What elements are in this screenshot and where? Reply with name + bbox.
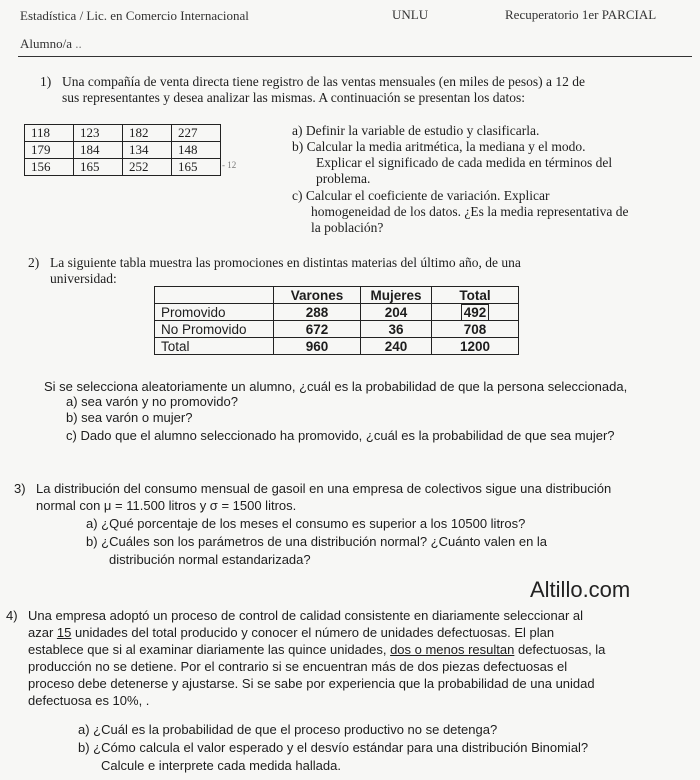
q4-line3: [28, 642, 605, 658]
handwritten-note: - 12: [222, 160, 237, 170]
table-cell: [274, 338, 361, 355]
table-cell: [361, 338, 432, 355]
student-label: [20, 36, 82, 52]
table-cell: [361, 321, 432, 338]
table-cell: 184: [74, 142, 123, 159]
q2-intro: Si se selecciona aleatoriamente un alumno, ¿cuál es la probabilidad de que la persona seleccionada,: [44, 379, 628, 394]
q4-item-b-line1: b) ¿Cómo calcula el valor esperado y el desvío estándar para una distribución Binomial?: [78, 740, 589, 755]
table-corner-cell: [155, 287, 274, 304]
table-row: [155, 338, 519, 355]
q4-line3-post: defectuosas, la: [514, 642, 606, 657]
exam-title: Recuperatorio 1er PARCIAL: [505, 7, 657, 22]
q1-number: 1): [40, 74, 52, 89]
q1-item-b-line3: problema.: [316, 171, 371, 186]
q1-item-b-line2: Explicar el significado de cada medida en términos del: [316, 155, 613, 170]
table-row: [155, 321, 519, 338]
column-header: Total: [432, 287, 519, 304]
q2-number: 2): [28, 255, 40, 270]
table-cell: 118: [25, 125, 74, 142]
q4-line2: [28, 625, 554, 641]
altillo-watermark: Altillo.com: [530, 577, 631, 602]
table-cell: [274, 321, 361, 338]
table-row: [25, 142, 221, 159]
column-header: Mujeres: [361, 287, 432, 304]
header-divider: [18, 56, 692, 57]
q1-item-a: a) Definir la variable de estudio y clasificarla.: [292, 123, 540, 138]
table-cell: 179: [25, 142, 74, 159]
table-cell: 182: [123, 125, 172, 142]
q1-line1: Una compañía de venta directa tiene registro de las ventas mensuales (en miles de pesos) a 12 de: [62, 74, 585, 89]
q1-item-c-line3: la población?: [311, 220, 384, 235]
cell-value: 204: [384, 304, 408, 320]
q4-line1: Una empresa adoptó un proceso de control de calidad consistente en diariamente seleccionar al: [28, 608, 584, 623]
q4-line3-pre: establece que si al examinar diariamente las quince unidades,: [28, 642, 391, 657]
q4-line5: proceso debe detenerse y ajustarse. Si se sabe por experiencia que la probabilidad de una unidad: [28, 676, 595, 691]
q1-item-c-line2: homogeneidad de los datos. ¿Es la media representativa de: [311, 204, 629, 219]
table-header-row: [155, 287, 519, 304]
cell-value: 960: [305, 338, 329, 354]
q4-line6: defectuosa es 10%, .: [28, 693, 150, 708]
table-cell: 165: [74, 159, 123, 176]
q1-item-c-line1: c) Calcular el coeficiente de variación. Explicar: [292, 188, 550, 203]
cell-value: 1200: [459, 338, 491, 354]
promotions-table: [154, 286, 519, 355]
cell-value: 708: [463, 321, 487, 337]
q3-line1: La distribución del consumo mensual de gasoil en una empresa de colectivos sigue una distribución: [36, 481, 612, 496]
table-cell: 148: [172, 142, 221, 159]
q4-line2-pre: azar: [28, 625, 57, 640]
cell-value: 36: [388, 321, 404, 337]
table-cell: 156: [25, 159, 74, 176]
q2-line1: La siguiente tabla muestra las promociones en distintas materias del último año, de una: [50, 255, 521, 270]
q4-underlined-phrase: dos o menos resultan: [390, 642, 515, 657]
q1-line2: sus representantes y desea analizar las mismas. A continuación se presentan los datos:: [62, 90, 525, 105]
q1-item-b-line1: b) Calcular la media aritmética, la mediana y el modo.: [292, 139, 586, 154]
table-cell: [432, 338, 519, 355]
course-title: Estadística / Lic. en Comercio Internacional: [20, 8, 249, 23]
boxed-cell-value: 492: [461, 304, 490, 321]
table-cell: [274, 304, 361, 321]
column-header: Varones: [274, 287, 361, 304]
q4-sample-size: 15: [56, 625, 72, 640]
row-label: No Promovido: [155, 321, 274, 338]
table-row: [155, 304, 519, 321]
row-label: Total: [155, 338, 274, 355]
q3-item-a: a) ¿Qué porcentaje de los meses el consumo es superior a los 10500 litros?: [86, 516, 526, 531]
table-cell: 252: [123, 159, 172, 176]
row-label: Promovido: [155, 304, 274, 321]
table-cell: [432, 304, 519, 321]
student-label-text: Alumno/a: [20, 36, 72, 51]
table-cell: [432, 321, 519, 338]
q3-item-b-line1: b) ¿Cuáles son los parámetros de una distribución normal? ¿Cuánto valen en la: [86, 534, 548, 549]
cell-value: 240: [384, 338, 408, 354]
university-name: UNLU: [392, 7, 429, 22]
q4-line4: producción no se detiene. Por el contrario si se encuentran más de dos piezas defectuosas el: [28, 659, 568, 674]
cell-value: 672: [305, 321, 329, 337]
cell-value: 288: [305, 304, 329, 320]
q3-item-b-line2: distribución normal estandarizada?: [109, 552, 311, 567]
q4-line2-post: unidades del total producido y conocer el número de unidades defectuosas. El plan: [71, 625, 555, 640]
q2-item-c: c) Dado que el alumno seleccionado ha promovido, ¿cuál es la probabilidad de que sea mujer?: [66, 428, 615, 443]
sales-data-table: [24, 124, 221, 176]
table-cell: 123: [74, 125, 123, 142]
q2-line2: universidad:: [50, 271, 117, 286]
table-cell: 227: [172, 125, 221, 142]
table-row: [25, 125, 221, 142]
student-name-value: ..: [75, 36, 82, 51]
q2-item-a: a) sea varón y no promovido?: [66, 394, 238, 409]
q4-number: 4): [6, 608, 18, 623]
table-cell: 134: [123, 142, 172, 159]
table-cell: 165: [172, 159, 221, 176]
q4-item-b-line2: Calcule e interprete cada medida hallada.: [101, 758, 341, 773]
table-row: [25, 159, 221, 176]
q2-item-b: b) sea varón o mujer?: [66, 410, 193, 425]
q3-number: 3): [14, 481, 26, 496]
q3-line2: normal con μ = 11.500 litros y σ = 1500 litros.: [36, 498, 297, 513]
q4-item-a: a) ¿Cuál es la probabilidad de que el proceso productivo no se detenga?: [78, 722, 498, 737]
table-cell: [361, 304, 432, 321]
